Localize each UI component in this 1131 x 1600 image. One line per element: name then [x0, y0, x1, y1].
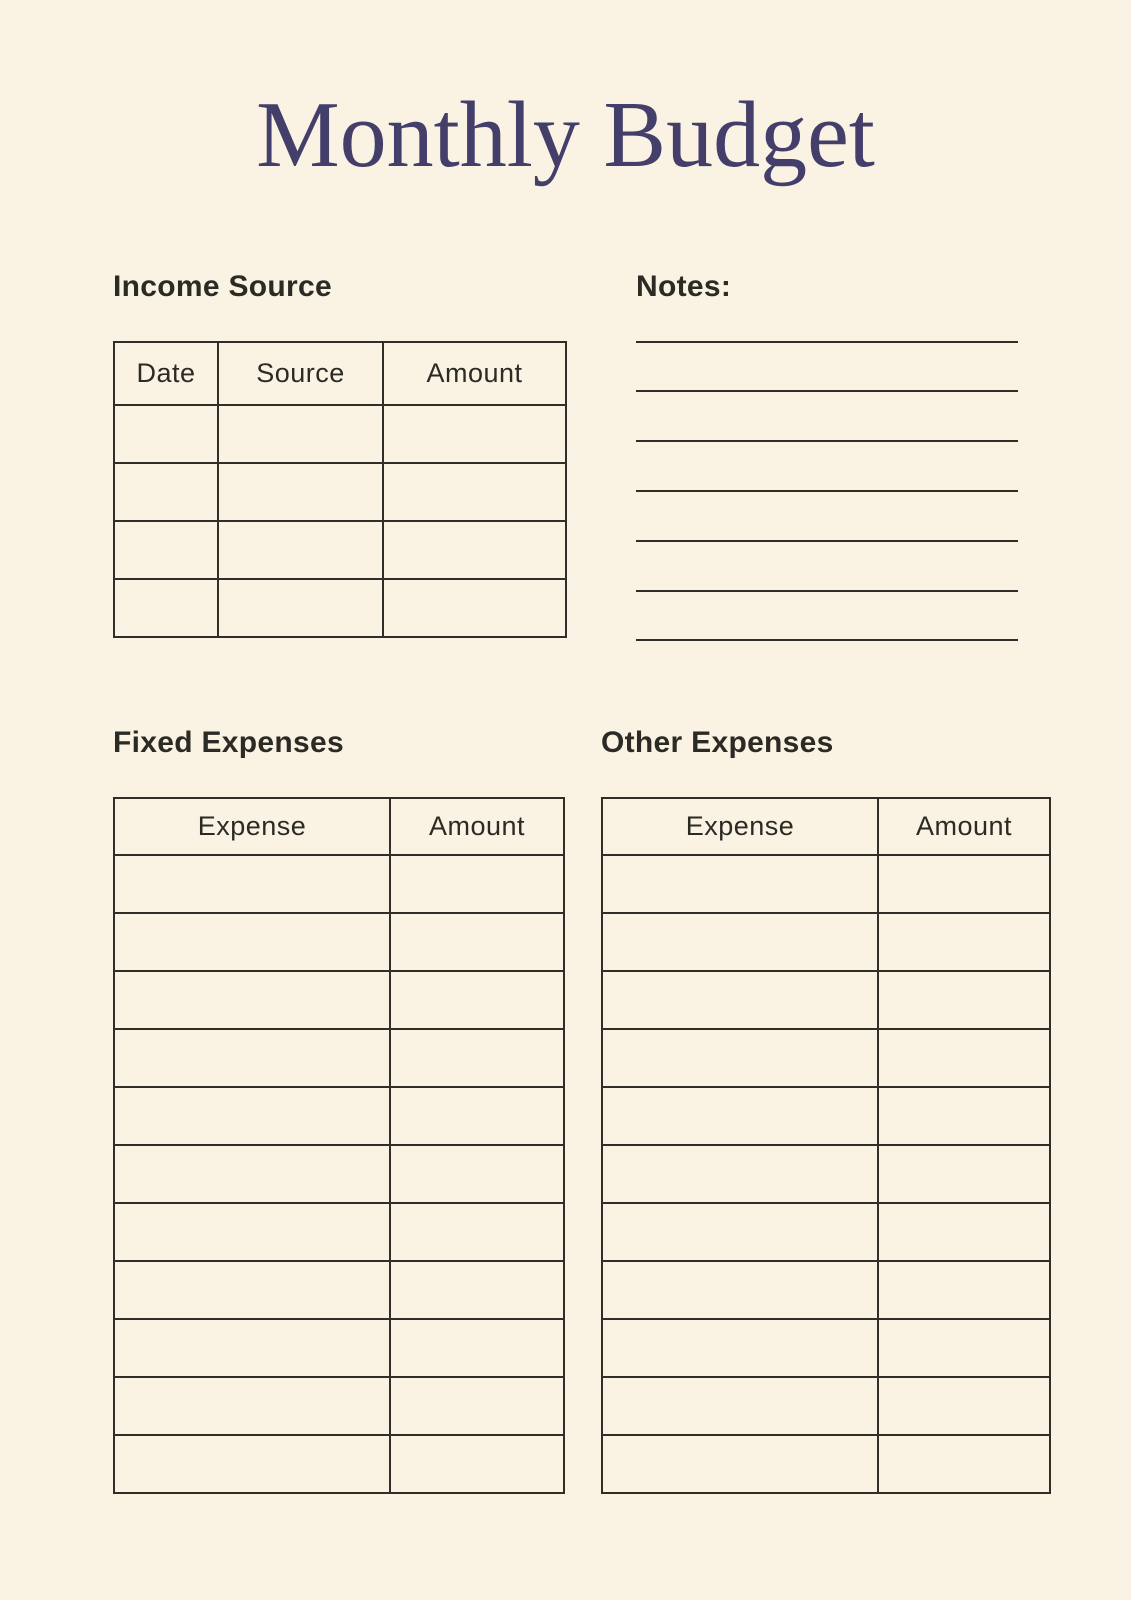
- empty-cell: [218, 463, 383, 521]
- empty-table-row: [114, 913, 564, 971]
- empty-cell: [878, 855, 1050, 913]
- empty-cell: [114, 1029, 390, 1087]
- empty-cell: [218, 405, 383, 463]
- fixed-expenses-table-header: [114, 798, 564, 855]
- empty-table-row: [602, 1319, 1050, 1377]
- empty-cell: [390, 1029, 564, 1087]
- note-line: [636, 590, 1018, 592]
- empty-cell: [602, 1377, 878, 1435]
- note-lines: [636, 341, 1018, 642]
- other-expenses-header-row: [602, 798, 1050, 855]
- fixed-expenses-header-row: [114, 798, 564, 855]
- empty-cell: [114, 913, 390, 971]
- empty-table-row: [602, 855, 1050, 913]
- empty-cell: [114, 1203, 390, 1261]
- fixed-expense-header: Expense: [114, 798, 390, 855]
- empty-cell: [114, 971, 390, 1029]
- empty-cell: [390, 1261, 564, 1319]
- empty-table-row: [602, 1145, 1050, 1203]
- empty-cell: [602, 1319, 878, 1377]
- empty-table-row: [602, 1261, 1050, 1319]
- fixed-expenses-table: [113, 797, 565, 1494]
- other-expenses-heading: Other Expenses: [601, 725, 834, 759]
- fixed-expenses-table-body: [114, 855, 564, 1493]
- empty-cell: [602, 971, 878, 1029]
- empty-cell: [114, 1435, 390, 1493]
- empty-cell: [878, 913, 1050, 971]
- empty-table-row: [114, 971, 564, 1029]
- empty-cell: [390, 1377, 564, 1435]
- empty-cell: [390, 1203, 564, 1261]
- empty-cell: [390, 1145, 564, 1203]
- empty-cell: [390, 1435, 564, 1493]
- note-line: [636, 390, 1018, 392]
- empty-cell: [390, 1087, 564, 1145]
- income-header-row: [114, 342, 566, 405]
- empty-cell: [390, 1319, 564, 1377]
- income-source-table: [113, 341, 567, 638]
- notes-heading: Notes:: [636, 269, 732, 303]
- empty-cell: [602, 1435, 878, 1493]
- empty-cell: [390, 971, 564, 1029]
- empty-table-row: [114, 405, 566, 463]
- empty-cell: [878, 1435, 1050, 1493]
- empty-table-row: [114, 1029, 564, 1087]
- fixed-expenses-heading: Fixed Expenses: [113, 725, 344, 759]
- empty-cell: [878, 971, 1050, 1029]
- other-expenses-section: [601, 725, 1051, 1494]
- empty-cell: [114, 1319, 390, 1377]
- note-line: [636, 440, 1018, 442]
- empty-table-row: [114, 1087, 564, 1145]
- note-line: [636, 540, 1018, 542]
- empty-cell: [602, 913, 878, 971]
- empty-cell: [602, 1087, 878, 1145]
- income-source-header: Source: [218, 342, 383, 405]
- bottom-row: [113, 725, 1051, 1494]
- empty-cell: [218, 579, 383, 637]
- page-content: [113, 269, 1131, 1494]
- empty-cell: [602, 855, 878, 913]
- empty-table-row: [114, 521, 566, 579]
- empty-cell: [878, 1203, 1050, 1261]
- empty-table-row: [114, 579, 566, 637]
- top-row: [113, 269, 1018, 642]
- empty-table-row: [602, 1377, 1050, 1435]
- empty-table-row: [114, 1145, 564, 1203]
- empty-table-row: [114, 1377, 564, 1435]
- empty-table-row: [602, 1029, 1050, 1087]
- empty-cell: [114, 855, 390, 913]
- empty-table-row: [114, 1261, 564, 1319]
- empty-table-row: [114, 463, 566, 521]
- other-expenses-table: [601, 797, 1051, 1494]
- page-title: Monthly Budget: [256, 83, 875, 187]
- fixed-amount-header: Amount: [390, 798, 564, 855]
- empty-cell: [114, 1261, 390, 1319]
- empty-cell: [878, 1145, 1050, 1203]
- empty-table-row: [602, 1087, 1050, 1145]
- empty-cell: [383, 521, 566, 579]
- income-source-heading: Income Source: [113, 269, 332, 303]
- income-table-body: [114, 405, 566, 637]
- other-expenses-table-header: [602, 798, 1050, 855]
- empty-cell: [602, 1261, 878, 1319]
- empty-cell: [114, 579, 218, 637]
- empty-cell: [114, 1145, 390, 1203]
- empty-cell: [218, 521, 383, 579]
- empty-cell: [602, 1203, 878, 1261]
- empty-cell: [114, 1087, 390, 1145]
- empty-cell: [383, 579, 566, 637]
- empty-cell: [114, 1377, 390, 1435]
- other-amount-header: Amount: [878, 798, 1050, 855]
- income-amount-header: Amount: [383, 342, 566, 405]
- note-line: [636, 639, 1018, 641]
- empty-table-row: [602, 913, 1050, 971]
- income-table-header: [114, 342, 566, 405]
- other-expenses-table-body: [602, 855, 1050, 1493]
- note-line: [636, 341, 1018, 343]
- empty-table-row: [602, 1435, 1050, 1493]
- empty-cell: [114, 463, 218, 521]
- empty-cell: [878, 1029, 1050, 1087]
- empty-table-row: [114, 855, 564, 913]
- empty-cell: [114, 405, 218, 463]
- note-line: [636, 490, 1018, 492]
- empty-table-row: [114, 1203, 564, 1261]
- empty-cell: [602, 1145, 878, 1203]
- empty-cell: [383, 463, 566, 521]
- empty-table-row: [114, 1435, 564, 1493]
- empty-cell: [878, 1087, 1050, 1145]
- empty-cell: [390, 913, 564, 971]
- empty-table-row: [602, 1203, 1050, 1261]
- income-date-header: Date: [114, 342, 218, 405]
- empty-cell: [878, 1319, 1050, 1377]
- empty-cell: [383, 405, 566, 463]
- empty-cell: [114, 521, 218, 579]
- empty-cell: [390, 855, 564, 913]
- empty-cell: [878, 1261, 1050, 1319]
- income-source-section: [113, 269, 565, 642]
- other-expense-header: Expense: [602, 798, 878, 855]
- empty-cell: [878, 1377, 1050, 1435]
- empty-cell: [602, 1029, 878, 1087]
- notes-section: [636, 269, 1018, 642]
- empty-table-row: [114, 1319, 564, 1377]
- empty-table-row: [602, 971, 1050, 1029]
- fixed-expenses-section: [113, 725, 565, 1494]
